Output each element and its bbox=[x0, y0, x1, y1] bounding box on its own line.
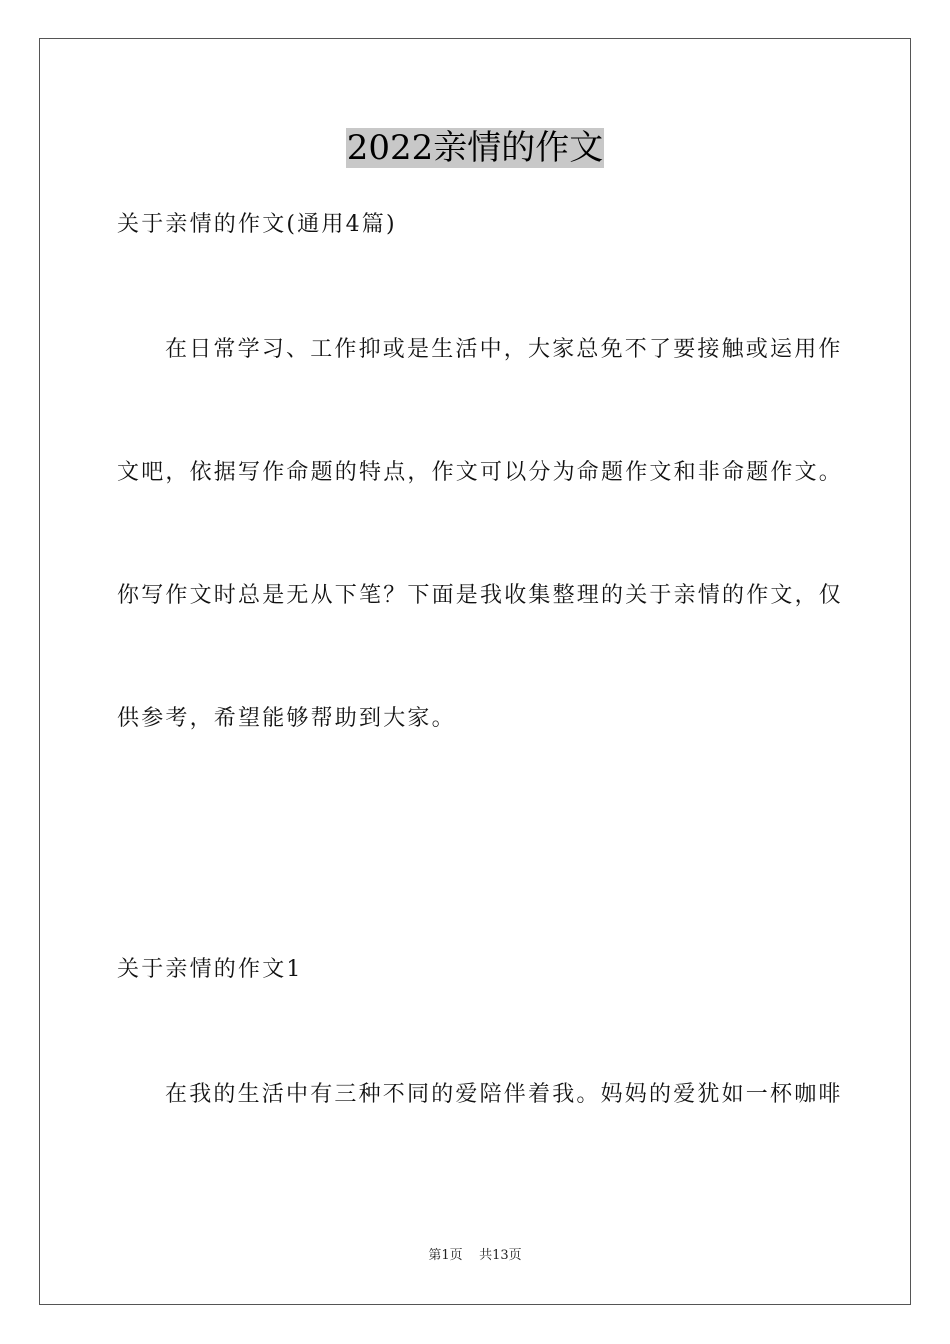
intro-line-3: 你写作文时总是无从下笔？下面是我收集整理的关于亲情的作文，仅 bbox=[117, 583, 844, 608]
document-title: 2022亲情的作文 bbox=[346, 128, 604, 168]
intro-line-4: 供参考，希望能够帮助到大家。 bbox=[117, 706, 456, 731]
document-subtitle: 关于亲情的作文(通用4篇) bbox=[117, 212, 397, 237]
intro-line-1: 在日常学习、工作抑或是生活中，大家总免不了要接触或运用作 bbox=[165, 337, 843, 362]
intro-line-2: 文吧，依据写作命题的特点，作文可以分为命题作文和非命题作文。 bbox=[117, 460, 844, 485]
title-container bbox=[0, 128, 950, 168]
section-first-line: 在我的生活中有三种不同的爱陪伴着我。妈妈的爱犹如一杯咖啡 bbox=[165, 1082, 843, 1107]
page-footer bbox=[0, 1247, 950, 1265]
section-heading: 关于亲情的作文1 bbox=[117, 957, 303, 982]
footer-total-pages: 共13页 bbox=[479, 1248, 522, 1263]
footer-page-number: 第1页 bbox=[428, 1248, 463, 1263]
